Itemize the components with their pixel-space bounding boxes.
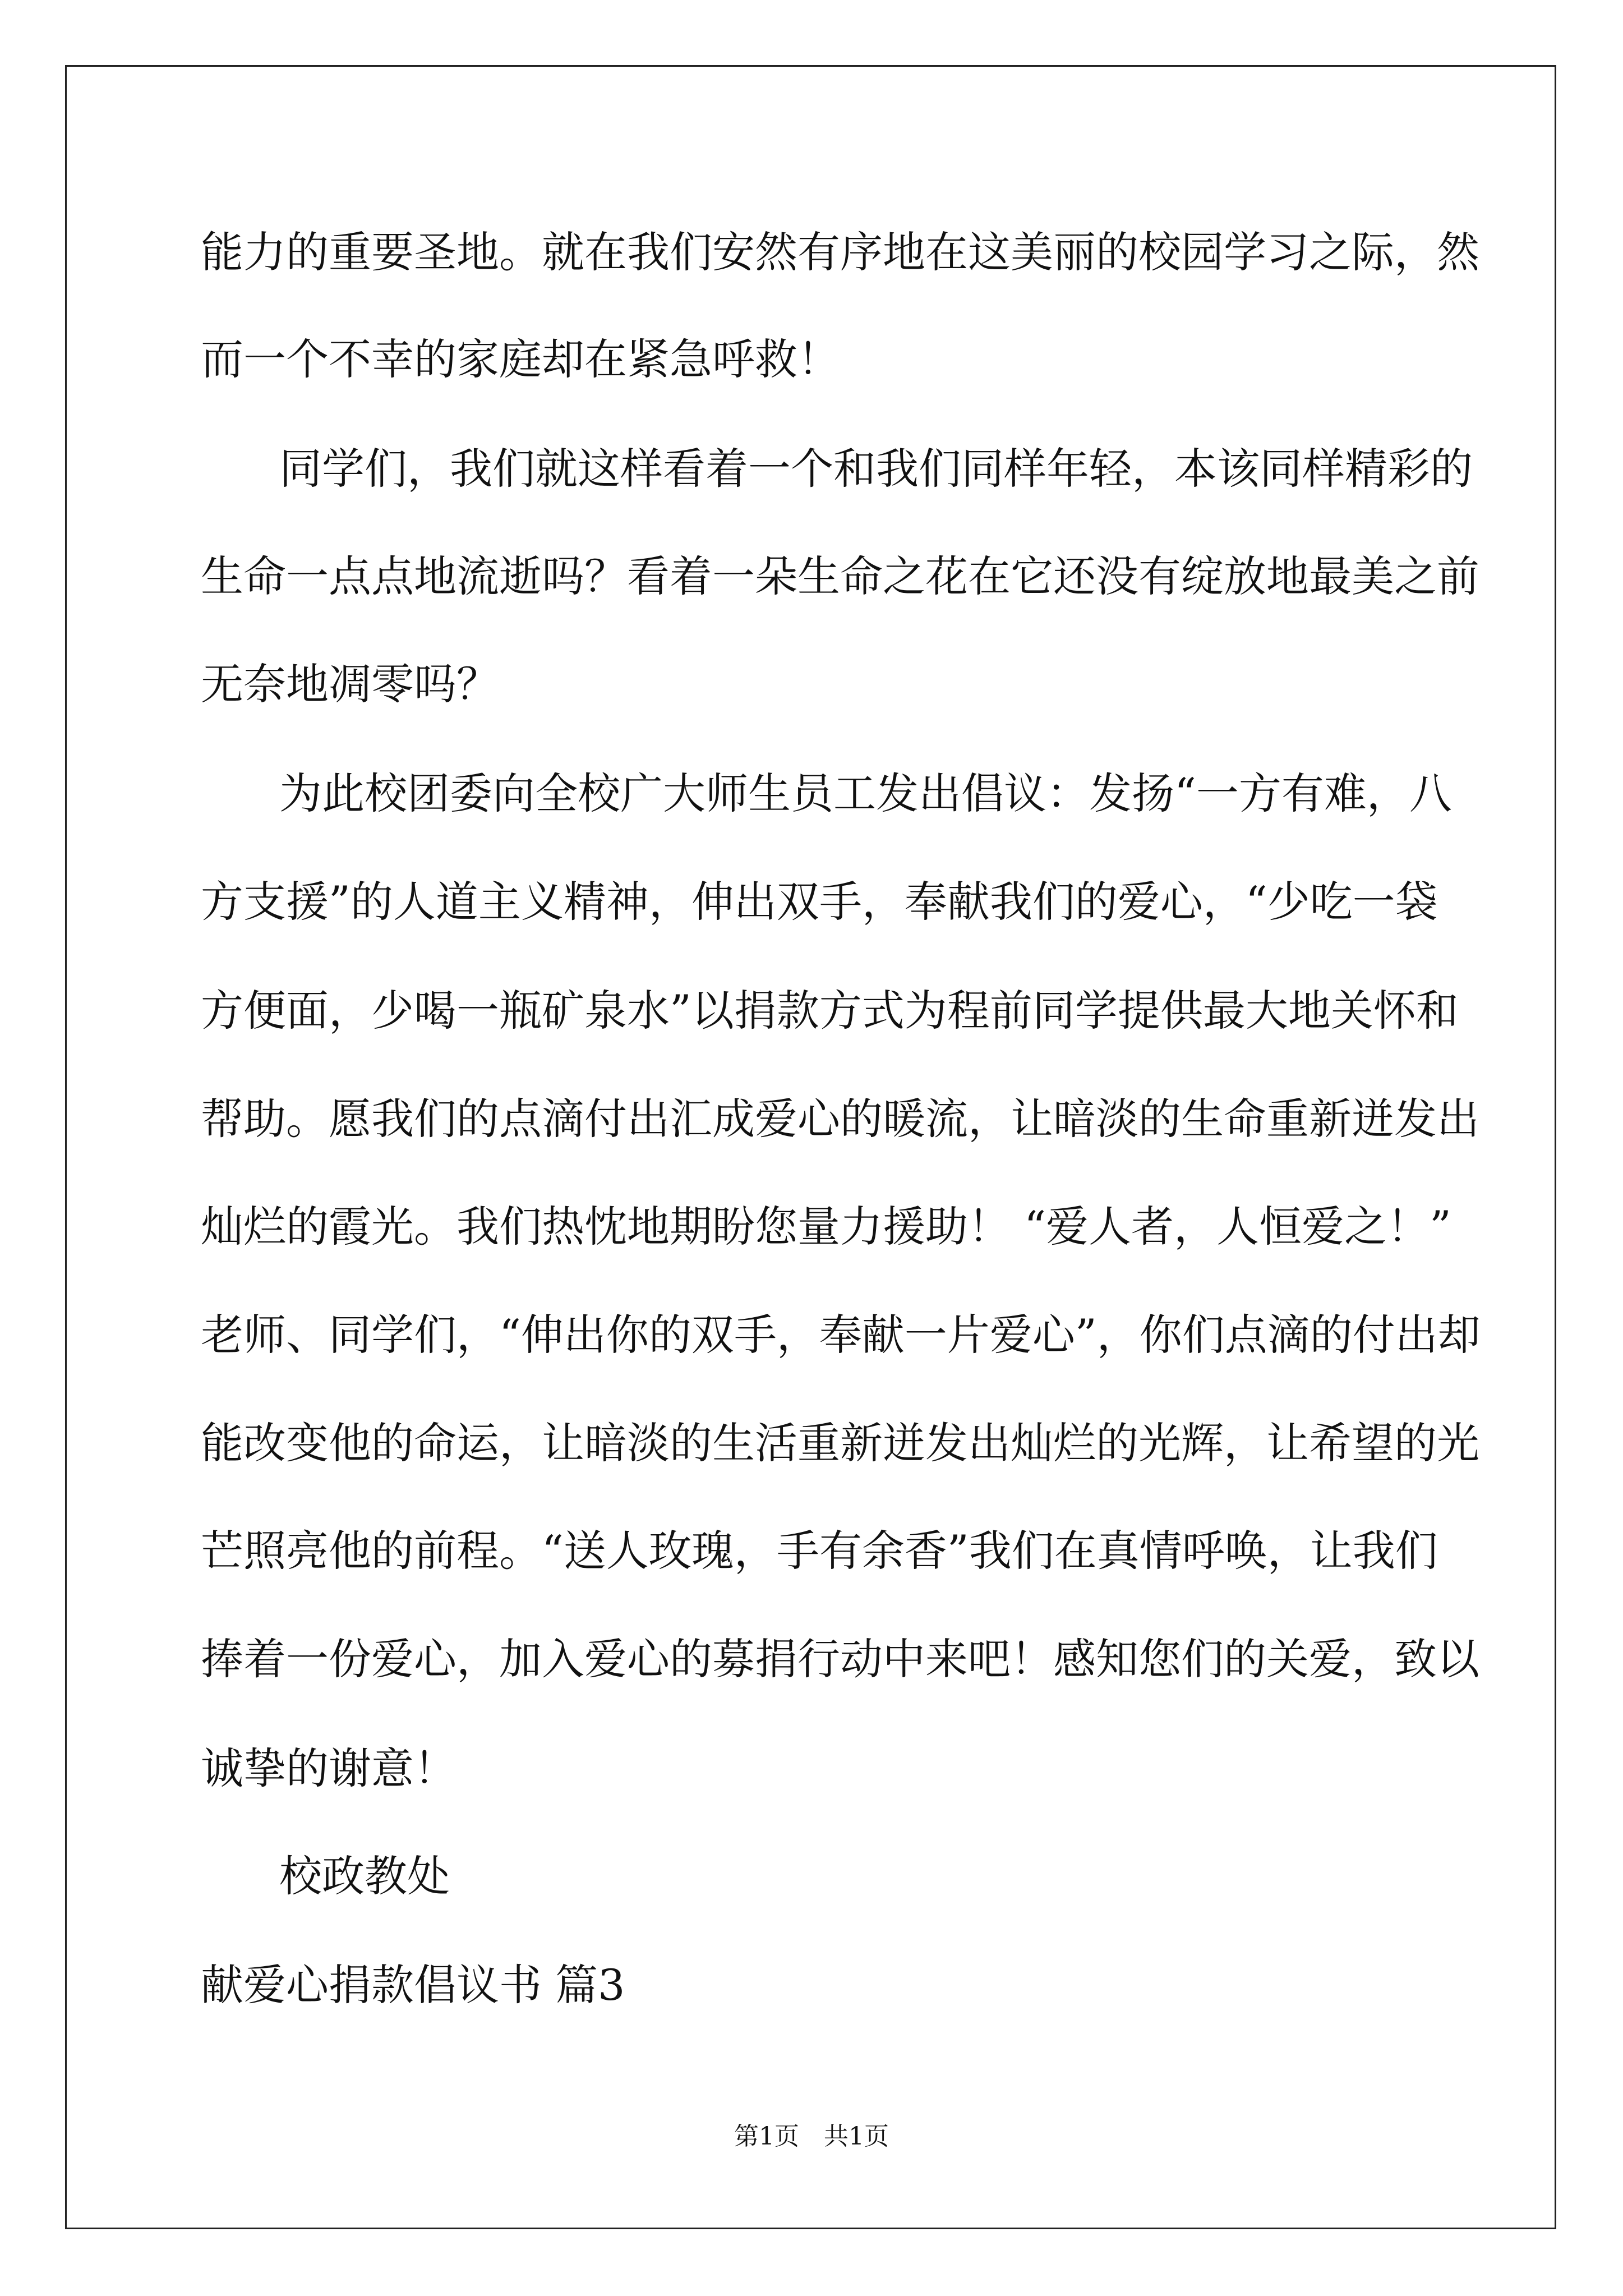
signature-line: 校政教处 <box>279 1851 450 1901</box>
body-line-3: 同学们，我们就这样看着一个和我们同样年轻，本该同样精彩的 <box>279 444 1473 494</box>
body-line-8: 方便面，少喝一瓶矿泉水”以捐款方式为程前同学提供最大地关怀和 <box>201 986 1459 1036</box>
body-line-1: 能力的重要圣地。就在我们安然有序地在这美丽的校园学习之际，然 <box>201 227 1479 277</box>
body-line-15: 诚挚的谢意！ <box>201 1743 457 1793</box>
page-border <box>65 65 1556 2229</box>
body-line-7: 方支援”的人道主义精神，伸出双手，奉献我们的爱心，“少吃一袋 <box>201 877 1438 927</box>
body-line-14: 捧着一份爱心，加入爱心的募捐行动中来吧！感知您们的关爱，致以 <box>201 1634 1479 1684</box>
section-heading: 献爱心捐款倡议书 篇3 <box>201 1960 625 2010</box>
body-line-5: 无奈地凋零吗？ <box>201 659 499 709</box>
page-footer: 第1页 共1页 <box>734 2122 889 2151</box>
body-line-9: 帮助。愿我们的点滴付出汇成爱心的暖流，让暗淡的生命重新迸发出 <box>201 1094 1479 1144</box>
body-line-4: 生命一点点地流逝吗？看着一朵生命之花在它还没有绽放地最美之前 <box>201 551 1479 601</box>
body-line-11: 老师、同学们，“伸出你的双手，奉献一片爱心”，你们点滴的付出却 <box>201 1310 1481 1360</box>
body-line-10: 灿烂的霞光。我们热忱地期盼您量力援助！ “爱人者，人恒爱之！” <box>201 1202 1451 1251</box>
body-line-12: 能改变他的命运，让暗淡的生活重新迸发出灿烂的光辉，让希望的光 <box>201 1418 1479 1468</box>
body-line-13: 芒照亮他的前程。“送人玫瑰，手有余香”我们在真情呼唤，让我们 <box>201 1526 1438 1576</box>
body-line-2: 而一个不幸的家庭却在紧急呼救！ <box>201 334 840 384</box>
body-line-6: 为此校团委向全校广大师生员工发出倡议：发扬“一方有难，八 <box>279 769 1452 818</box>
